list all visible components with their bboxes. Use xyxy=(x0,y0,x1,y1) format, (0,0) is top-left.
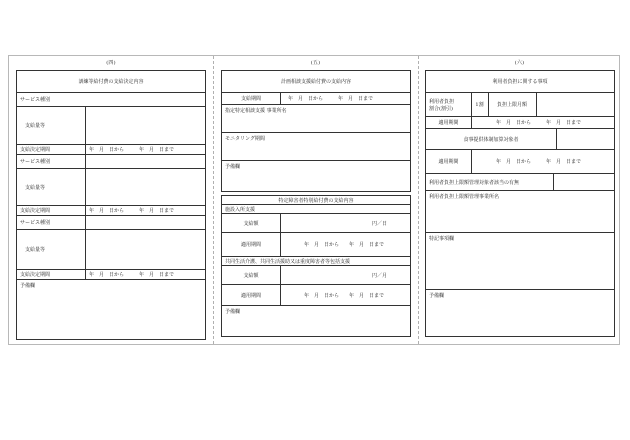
per-day-unit: 円／日 xyxy=(372,220,388,227)
amount-label: 支給量等 xyxy=(25,247,46,253)
period-label: 支給決定期間 xyxy=(20,147,51,153)
meal-subject-label: 食事提供体制加算対象者 xyxy=(463,136,519,143)
burden-label-line2: 割合(割引) xyxy=(429,105,453,112)
apply-period-label: 適用期間 xyxy=(438,120,459,126)
burden-ratio-value: 1割 xyxy=(475,102,484,108)
payment-period-value: 年 月 日から 年 月 日まで xyxy=(288,96,374,102)
designated-office-label: 指定特定相談支援 事業所名 xyxy=(225,108,287,114)
cap-mgmt-subject-label: 利用者負担上限額管理対象者該当の有無 xyxy=(429,179,520,186)
column-4-title: (四) xyxy=(106,60,116,66)
period-label: 支給決定期間 xyxy=(20,208,51,214)
apply-period-value: 年 月 日から 年 月 日まで xyxy=(304,242,385,248)
burden-ratio-label xyxy=(429,93,471,116)
apply-period-label: 適用期間 xyxy=(240,242,261,248)
col5-panel2-title: 特定障害者特別給付費の支給内容 xyxy=(278,197,354,204)
service-type-label: サービス種別 xyxy=(20,220,51,226)
apply-period-value: 年 月 日から 年 月 日まで xyxy=(496,159,582,165)
col4-panel xyxy=(16,70,206,340)
col5-panel-planning xyxy=(221,70,411,192)
notes-label: 予備欄 xyxy=(225,164,241,170)
col5-panel1-title: 計画相談支援給付費の支給内容 xyxy=(280,79,351,85)
pay-amount-label: 支給額 xyxy=(243,220,259,227)
column-5-title: (五) xyxy=(310,60,321,66)
apply-period-label: 適用期間 xyxy=(438,159,459,165)
pay-amount-label: 支給額 xyxy=(243,272,259,279)
column-6-title: (六) xyxy=(514,60,525,66)
cap-mgmt-office-label: 利用者負担上限額管理事業所名 xyxy=(429,194,500,200)
notes-label: 予備欄 xyxy=(429,293,445,299)
period-value: 年 月 日から 年 月 日まで xyxy=(89,272,175,278)
facility-label: 施設入所支援 xyxy=(225,206,256,213)
service-type-label: サービス種別 xyxy=(20,97,51,103)
amount-label: 支給量等 xyxy=(25,123,46,129)
certificate-sheet xyxy=(8,55,620,345)
col6-panel-title: 利用者負担に関する事項 xyxy=(492,79,548,85)
col6-panel xyxy=(425,70,615,337)
burden-label-line1: 利用者負担 xyxy=(429,98,455,105)
column-divider xyxy=(418,56,419,344)
monthly-cap-label: 負担上限月額 xyxy=(496,102,527,108)
service-type-label: サービス種別 xyxy=(20,159,51,165)
apply-period-value: 年 月 日から 年 月 日まで xyxy=(304,292,385,299)
apply-period-value: 年 月 日から 年 月 日まで xyxy=(496,120,582,126)
period-value: 年 月 日から 年 月 日まで xyxy=(89,208,175,214)
monitoring-label: モニタリング期間 xyxy=(225,136,265,142)
column-divider xyxy=(213,56,214,344)
apply-period-label: 適用期間 xyxy=(240,292,261,299)
per-month-unit: 円／月 xyxy=(372,272,388,279)
group-home-label: 共同生活介護、共同生活援助又は重度障害者等包括支援 xyxy=(225,258,351,265)
col5-panel-special xyxy=(221,195,411,337)
amount-label: 支給量等 xyxy=(25,184,46,191)
notes-label: 予備欄 xyxy=(225,309,241,315)
period-label: 支給決定期間 xyxy=(20,272,51,278)
col4-panel-title: 訓練等給付費の支給決定内容 xyxy=(78,79,144,85)
notes-label: 予備欄 xyxy=(20,283,36,289)
period-value: 年 月 日から 年 月 日まで xyxy=(89,147,175,153)
payment-period-label: 支給期間 xyxy=(240,96,261,102)
special-notes-label: 特記事項欄 xyxy=(429,236,455,242)
